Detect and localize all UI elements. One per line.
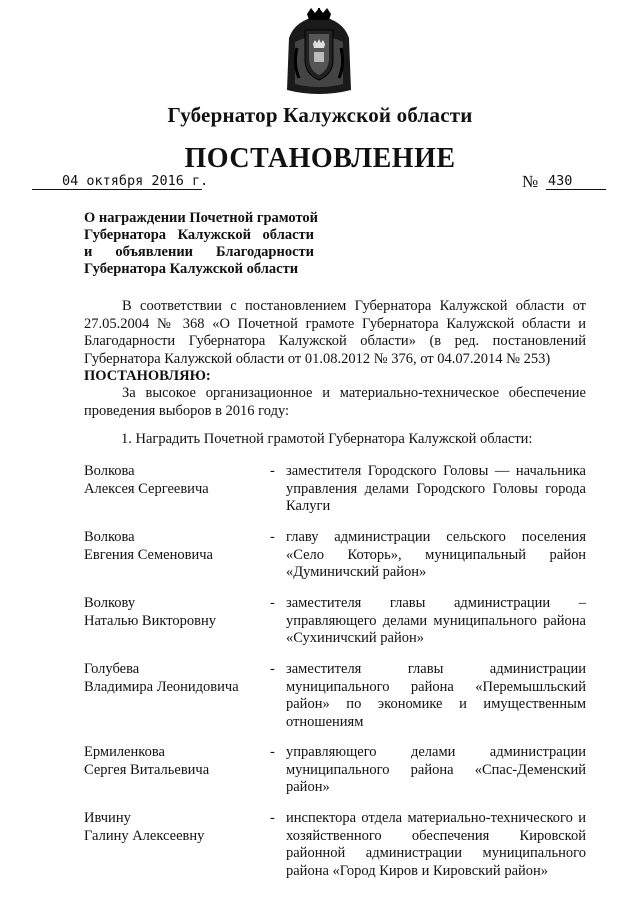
awardee-position: инспектора отдела материально-технического и хозяйственного обеспечения Кировской районной администрации муниципального района «Город Киров и Кировский район»: [286, 810, 586, 879]
awardee-surname: Ермиленкова: [84, 744, 165, 760]
basis-paragraph: В соответствии с постановлением Губернатора Калужской области от 27.05.2004 № 368 «О Почетной грамоте Губернатора Калужской области и Благодарности Губернатора Калужской области» (в ред. постановлений Губернатора Калужской области от 01.08.2012 № 376, от 04.07.2014 № 253): [84, 298, 586, 367]
awardee-surname: Волкова: [84, 463, 135, 479]
number-label: №: [522, 172, 539, 191]
document-number: 430: [548, 173, 573, 189]
entry-dash: -: [270, 595, 275, 611]
awardee-position: главу администрации сельского поселения «Село Которь», муниципальный район «Думиничский район»: [286, 529, 586, 580]
awardee-name: [84, 529, 264, 595]
awardee-surname: Ивчину: [84, 810, 131, 826]
awardee-entry: [84, 595, 586, 661]
entry-dash: -: [270, 463, 275, 479]
awardee-name: [84, 661, 264, 744]
awardee-position: управляющего делами администрации муниципального района «Спас-Деменский район»: [286, 744, 586, 795]
issuer-title: Губернатор Калужской области: [167, 103, 473, 127]
awardee-position: заместителя главы администрации – управляющего делами муниципального района «Сухиничский район»: [286, 595, 586, 646]
awardee-list: [84, 463, 586, 890]
awardee-given-names: Наталью Викторовну: [84, 612, 216, 629]
subject-line: и объявлении Благодарности: [84, 244, 314, 260]
resolve-heading: ПОСТАНОВЛЯЮ:: [84, 368, 211, 384]
awardee-entry: [84, 463, 586, 529]
awardee-entry: [84, 529, 586, 595]
date-field: [32, 173, 209, 190]
awardee-position: заместителя Городского Головы — начальника управления делами Городского Головы города Калуги: [286, 463, 586, 514]
awardee-name: [84, 810, 264, 890]
awardee-given-names: Алексея Сергеевича: [84, 480, 209, 497]
number-field: [546, 173, 606, 190]
entry-dash: -: [270, 810, 275, 826]
entry-dash: -: [270, 744, 275, 760]
awardee-given-names: Евгения Семеновича: [84, 546, 213, 563]
subject-line: Губернатора Калужской области: [84, 227, 314, 243]
awardee-name: [84, 595, 264, 661]
awardee-surname: Волкова: [84, 529, 135, 545]
awardee-entry: [84, 744, 586, 810]
document-date: 04 октября 2016 г.: [62, 173, 209, 189]
subject-line: Губернатора Калужской области: [84, 261, 299, 277]
awardee-position: заместителя главы администрации муниципального района «Перемышльский район» по экономике и имущественным отношениям: [286, 661, 586, 730]
awardee-given-names: Галину Алексеевну: [84, 827, 205, 844]
document-type-heading: ПОСТАНОВЛЕНИЕ: [184, 143, 456, 174]
awardee-surname: Волкову: [84, 595, 136, 611]
document-subject: [84, 210, 319, 278]
awardee-entry: [84, 810, 586, 890]
awardee-entry: [84, 661, 586, 744]
awardee-given-names: Сергея Витальевича: [84, 761, 210, 778]
awardee-name: [84, 744, 264, 810]
entry-dash: -: [270, 529, 275, 545]
awardee-given-names: Владимира Леонидовича: [84, 678, 239, 695]
purpose-paragraph: За высокое организационное и материально-техническое обеспечение проведения выборов в 2016 году:: [84, 385, 586, 419]
subject-line: О награждении Почетной грамотой: [84, 210, 319, 226]
awardee-surname: Голубева: [84, 661, 140, 677]
entry-dash: -: [270, 661, 275, 677]
coat-of-arms-emblem: [285, 8, 353, 94]
awardee-name: [84, 463, 264, 529]
item-1-heading: 1. Наградить Почетной грамотой Губернатора Калужской области:: [121, 431, 533, 447]
